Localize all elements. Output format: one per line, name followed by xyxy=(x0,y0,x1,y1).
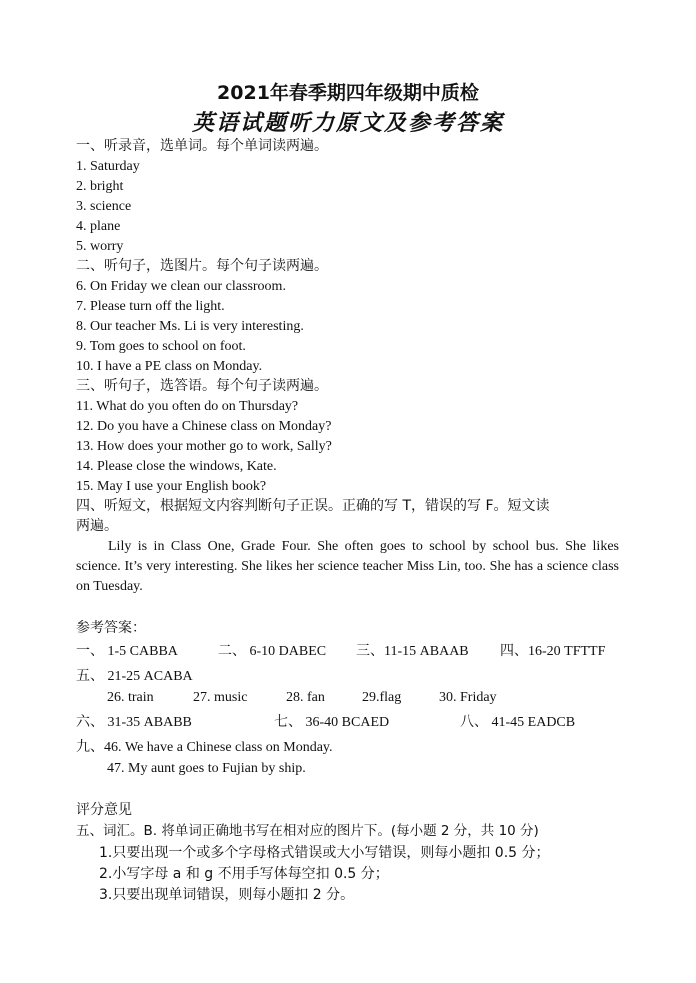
list-item: 4. plane xyxy=(76,219,121,234)
grading-item: 2.小写字母 a 和 g 不用手写体每空扣 0.5 分； xyxy=(99,866,389,882)
section3-heading: 三、听句子，选答语。每个句子读两遍。 xyxy=(76,378,328,394)
answer-group: 八、 41-45 EADCB xyxy=(460,715,576,730)
answer-group: 四、16-20 TFTTF xyxy=(500,644,606,659)
list-item: 1. Saturday xyxy=(76,159,140,174)
answer-group: 三、11-15 ABAAB xyxy=(356,644,469,659)
answer-word: 26. train xyxy=(107,690,154,705)
list-item: 11. What do you often do on Thursday? xyxy=(76,399,299,414)
answers-heading: 参考答案： xyxy=(76,620,146,636)
list-item: 6. On Friday we clean our classroom. xyxy=(76,279,286,294)
answer-word: 29.flag xyxy=(362,690,402,705)
list-item: 8. Our teacher Ms. Li is very interesting. xyxy=(76,319,304,334)
section1-heading: 一、听录音，选单词。每个单词读两遍。 xyxy=(76,138,328,154)
list-item: 9. Tom goes to school on foot. xyxy=(76,339,246,354)
list-item: 10. I have a PE class on Monday. xyxy=(76,359,263,374)
section2-heading: 二、听句子，选图片。每个句子读两遍。 xyxy=(76,258,328,274)
list-item: 2. bright xyxy=(76,179,124,194)
answer-word: 27. music xyxy=(193,690,248,705)
page-title: 2021年春季期四年级期中质检 xyxy=(217,82,479,104)
answer-word: 28. fan xyxy=(286,690,325,705)
answer-sentence: 九、46. We have a Chinese class on Monday. xyxy=(76,740,333,755)
answer-group: 五、 21-25 ACABA xyxy=(76,669,193,684)
answer-group: 二、 6-10 DABEC xyxy=(218,644,327,659)
answer-sentence: 47. My aunt goes to Fujian by ship. xyxy=(107,761,306,776)
grading-heading: 评分意见 xyxy=(76,802,132,818)
list-item: 12. Do you have a Chinese class on Monday? xyxy=(76,419,332,434)
listening-passage: Lily is in Class One, Grade Four. She often goes to school by school bus. She likes science. It’s very interesting. She likes her science teacher Miss Lin, too. She has a science class on Tuesday. xyxy=(76,539,619,594)
answer-word: 30. Friday xyxy=(439,690,497,705)
section4-heading-line2: 两遍。 xyxy=(76,518,118,534)
list-item: 7. Please turn off the light. xyxy=(76,299,225,314)
list-item: 5. worry xyxy=(76,239,124,254)
grading-item: 3.只要出现单词错误，则每小题扣 2 分。 xyxy=(99,887,355,903)
section4-heading-line1: 四、听短文，根据短文内容判断句子正误。正确的写 T，错误的写 F。短文读 xyxy=(76,498,550,514)
grading-item: 1.只要出现一个或多个字母格式错误或大小写错误，则每小题扣 0.5 分； xyxy=(99,845,550,861)
list-item: 14. Please close the windows, Kate. xyxy=(76,459,277,474)
list-item: 3. science xyxy=(76,199,132,214)
grading-line: 五、词汇。B. 将单词正确地书写在相对应的图片下。(每小题 2 分，共 10 分) xyxy=(76,823,539,839)
list-item: 15. May I use your English book? xyxy=(76,479,267,494)
answer-group: 七、 36-40 BCAED xyxy=(274,715,390,730)
answer-group: 一、 1-5 CABBA xyxy=(76,644,178,659)
answer-group: 六、 31-35 ABABB xyxy=(76,715,192,730)
page-subtitle: 英语试题听力原文及参考答案 xyxy=(191,110,504,136)
list-item: 13. How does your mother go to work, Sally? xyxy=(76,439,332,454)
